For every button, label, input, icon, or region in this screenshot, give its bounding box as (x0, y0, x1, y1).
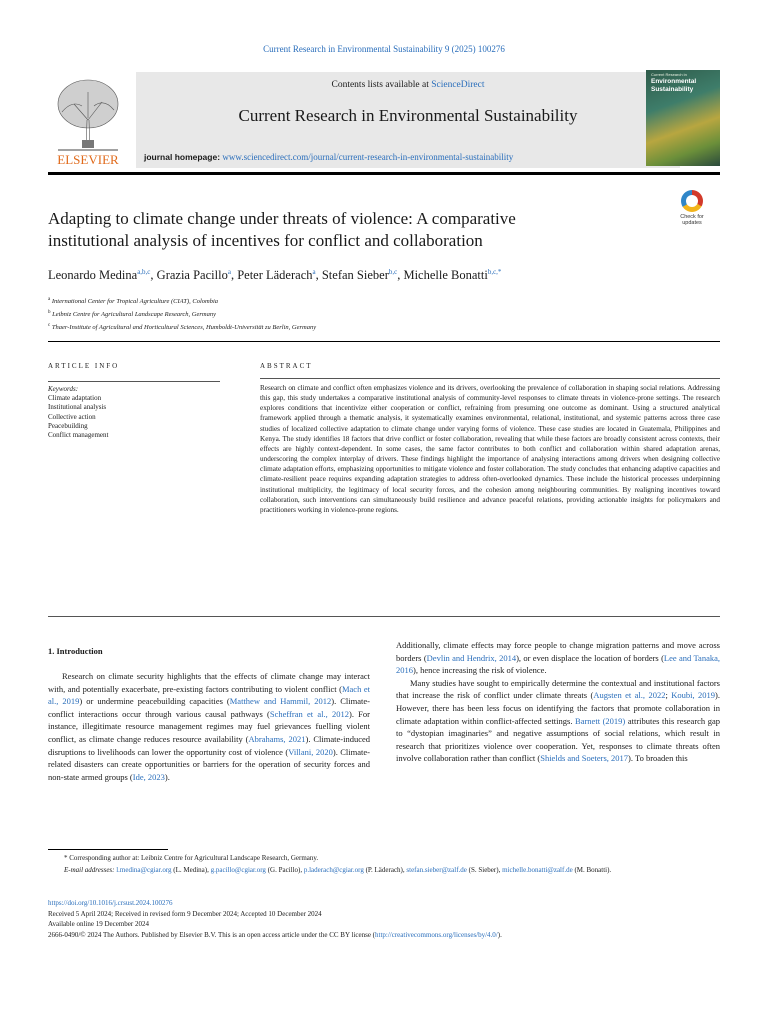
article-title: Adapting to climate change under threats of violence: A comparative institutional analysis of incentives for conflict and collaboration (48, 209, 516, 250)
divider (48, 341, 720, 342)
citation-link[interactable]: Ide, 2023 (132, 771, 165, 782)
author-affiliation-marker[interactable]: a (227, 268, 231, 276)
footnote: * Corresponding author at: Leibniz Centre for Agricultural Landscape Research, Germany. E-mail addresses: l.medina@cgiar.org (L. Medina), g.pacillo@cgiar.org (G. Pacillo), p.laderach@cgiar.org (P. Läderach), stefan.sieber@zalf.de (S. Sieber), michelle.bonatti@zalf.de (M. Bonatti). (64, 854, 612, 875)
paragraph: Research on climate security highlights that the effects of climate change may interact with, and potentially exacerbate, pre-existing factors contributing to violent conflict (Mach et al., 2019) or undermine peacebuilding capacities (Matthew and Hammil, 2012). Climate-conflict interactions occur through various causal pathways (Scheffran et al., 2012). For instance, illegitimate resource management regimes may fuel grievances fuelling violent conflict, as climate change reduces resource availability (Abrahams, 2021). Climate-induced disruptions to livelihoods can lower the opportunity cost of violence (Villani, 2020). Climate-related disasters can create opportunities or barriers for the operation of security forces and non-state armed groups (Ide, 2023). (48, 671, 371, 782)
author-affiliation-marker[interactable]: b,c (388, 268, 398, 276)
divider (260, 378, 720, 379)
email-link[interactable]: l.medina@cgiar.org (116, 866, 172, 875)
divider (48, 616, 720, 617)
elsevier-wordmark: ELSEVIER (57, 152, 119, 167)
elsevier-logo (48, 70, 128, 170)
journal-homepage-link[interactable]: www.sciencedirect.com/journal/current-research-in-environmental-sustainability (222, 152, 514, 162)
citation-link[interactable]: Barnett (2019) (575, 715, 626, 726)
citation-link[interactable]: Matthew and Hammil, 2012 (229, 696, 332, 707)
author-name[interactable]: Peter Läderach (237, 268, 313, 283)
author-affiliation-marker[interactable]: a (312, 268, 316, 276)
journal-name: Current Research in Environmental Sustainability (238, 106, 578, 125)
email-link[interactable]: g.pacillo@cgiar.org (210, 866, 266, 875)
affiliations (48, 294, 316, 333)
email-link[interactable]: p.laderach@cgiar.org (303, 866, 364, 875)
license-link[interactable]: http://creativecommons.org/licenses/by/4.0/ (375, 931, 498, 940)
citation-link[interactable]: Augsten et al., 2022 (593, 690, 666, 701)
paragraph: Additionally, climate effects may force people to change migration patterns and move across borders (Devlin and Hendrix, 2014), or even displace the location of borders (Lee and Tanaka, 2016), hence increasing the risk of violence. (396, 640, 721, 676)
author-name[interactable]: Stefan Sieber (321, 268, 389, 283)
citation-link[interactable]: Abrahams, 2021 (248, 733, 306, 744)
divider (48, 381, 220, 382)
citation-link[interactable]: Villani, 2020 (288, 746, 333, 757)
citation-link[interactable]: Scheffran et al., 2012 (269, 708, 349, 719)
citation-link[interactable]: Lee and Tanaka, 2016 (396, 652, 721, 676)
affiliation: $^a$ International Center for Tropical Agriculture (CIAT), Colombia (48, 297, 219, 306)
journal-citation[interactable]: Current Research in Environmental Sustainability 9 (2025) 100276 (263, 44, 505, 54)
citation-link[interactable]: Koubi, 2019 (671, 690, 716, 701)
journal-header-box (136, 72, 680, 168)
footnote-divider (48, 849, 168, 850)
check-for-updates-button[interactable]: Check for updates (674, 190, 710, 230)
author-affiliation-marker[interactable]: b,c,* (487, 268, 502, 276)
email-link[interactable]: michelle.bonatti@zalf.de (502, 866, 573, 875)
keywords-block: Keywords: Climate adaptation Institutional analysis Collective action Peacebuilding Conflict management (48, 385, 109, 440)
citation-link[interactable]: Devlin and Hendrix, 2014 (426, 652, 517, 663)
received-dates: Received 5 April 2024; Received in revised form 9 December 2024; Accepted 10 December 2024 (48, 909, 322, 918)
license-line: 2666-0490/© 2024 The Authors. Published by Elsevier B.V. This is an open access article under the CC BY license (http://creativecommons.org/licenses/by/4.0/). (48, 931, 502, 940)
citation-link[interactable]: Mach et al., 2019 (48, 683, 370, 707)
abstract-heading: ABSTRACT (260, 362, 313, 370)
author-name[interactable]: Leonardo Medina (48, 268, 138, 283)
affiliation: $^b$ Leibniz Centre for Agricultural Landscape Research, Germany (48, 310, 216, 319)
keyword: Institutional analysis (48, 403, 107, 412)
keyword: Peacebuilding (48, 421, 88, 430)
publication-info (48, 898, 720, 941)
abstract-text: Research on climate and conflict often emphasizes violence and its drivers, overlooking the prevalence of collaboration in shaping social relations. Addressing this gap, this study undertakes a comparative institutional analysis of community-level responses to climate threats in violence-prone settings. The research explores conditions that incentivize either cooperation or conflict, refraining from presuming one outcome as dominant. Using a structured analytical framework applied through a thematic analysis, it systematically examines environmental, relational, institutional, and systemic patterns across three case studies of localized collective adaptation to climate change under varying forms of violence. These case studies are located in Guatemala, Philippines and Kenya. The study identifies 18 factors that drive conflict or foster collaboration, revealing that while these factors are broadly consistent across contexts, their effects are highly context-dependent. In some cases, the same factor contributes to both conflict and collaboration within shared adaptation arenas, underscoring the complex interplay of drivers. These findings highlight the importance of analysing interactions among drivers when designing collective climate adaptation efforts, emphasizing opportunities to mitigate violence and foster collaboration. The study concludes that enhancing adaptive capacities and climate-resilient peace requires expanding adaptation strategies to address often-overlooked dynamics. These include the historical processes underpinning institutional multiplicity, the legitimacy of local security forces, and the cohesion among neighbouring communities. By realigning incentives toward collaboration, such interventions can simultaneously build resilience and advance peaceful relations, providing actionable insights for policymakers and practitioners working in violence-prone regions. (260, 384, 720, 514)
available-online: Available online 19 December 2024 (48, 920, 149, 929)
journal-cover-image[interactable]: Current Research in Environmental Sustainability (646, 70, 720, 166)
author-name[interactable]: Michelle Bonatti (403, 268, 488, 283)
body-column-left (48, 670, 370, 783)
affiliation: $^c$ Thaer-Institute of Agricultural and Horticultural Sciences, Humboldt-Universität zu Berlin, Germany (48, 323, 317, 332)
section-heading-introduction: 1. Introduction (48, 646, 103, 656)
author-list: Leonardo Medina$^{a,b,c}$, Grazia Pacillo$^a$, Peter Läderach$^a$, Stefan Sieber$^{b,c}$, Michelle Bonatti$^{b,c,*}$ (48, 268, 502, 283)
email-link[interactable]: stefan.sieber@zalf.de (406, 866, 467, 875)
author-affiliation-marker[interactable]: a,b,c (137, 268, 151, 276)
citation-link[interactable]: Shields and Soeters, 2017 (540, 753, 629, 764)
body-column-right (396, 639, 720, 765)
doi-link[interactable]: https://doi.org/10.1016/j.crsust.2024.100276 (48, 899, 173, 907)
journal-homepage: journal homepage: www.sciencedirect.com/journal/current-research-in-environmental-sustainability (144, 152, 514, 162)
keyword: Collective action (48, 412, 96, 421)
author-name[interactable]: Grazia Pacillo (156, 268, 228, 283)
keyword: Conflict management (48, 431, 109, 440)
contents-line: Contents lists available at ScienceDirect (331, 80, 485, 90)
sciencedirect-link[interactable]: ScienceDirect (431, 80, 485, 90)
article-info-heading: ARTICLE INFO (48, 362, 120, 370)
header-divider (48, 172, 720, 175)
crossmark-icon (681, 190, 703, 212)
journal-banner (48, 70, 720, 170)
elsevier-tree-icon (48, 70, 128, 170)
corresponding-author-note: Corresponding author at: Leibniz Centre for Agricultural Landscape Research, Germany. (69, 854, 319, 862)
paragraph: Many studies have sought to empirically determine the contextual and institutional factors that increase the risk of conflict under climate threats (Augsten et al., 2022; Koubi, 2019). However, there has been less focus on identifying the factors that promote collaboration in climate adaptation within conflict-affected settings. Barnett (2019) attributes this research gap to “dystopian imaginaries” and negative assumptions of social relations, which result in research that prioritizes violence over cooperation. Yet, responses to climate threats often involve collaboration rather than conflict (Shields and Soeters, 2017). To broaden this (396, 677, 720, 764)
keyword: Climate adaptation (48, 394, 102, 403)
